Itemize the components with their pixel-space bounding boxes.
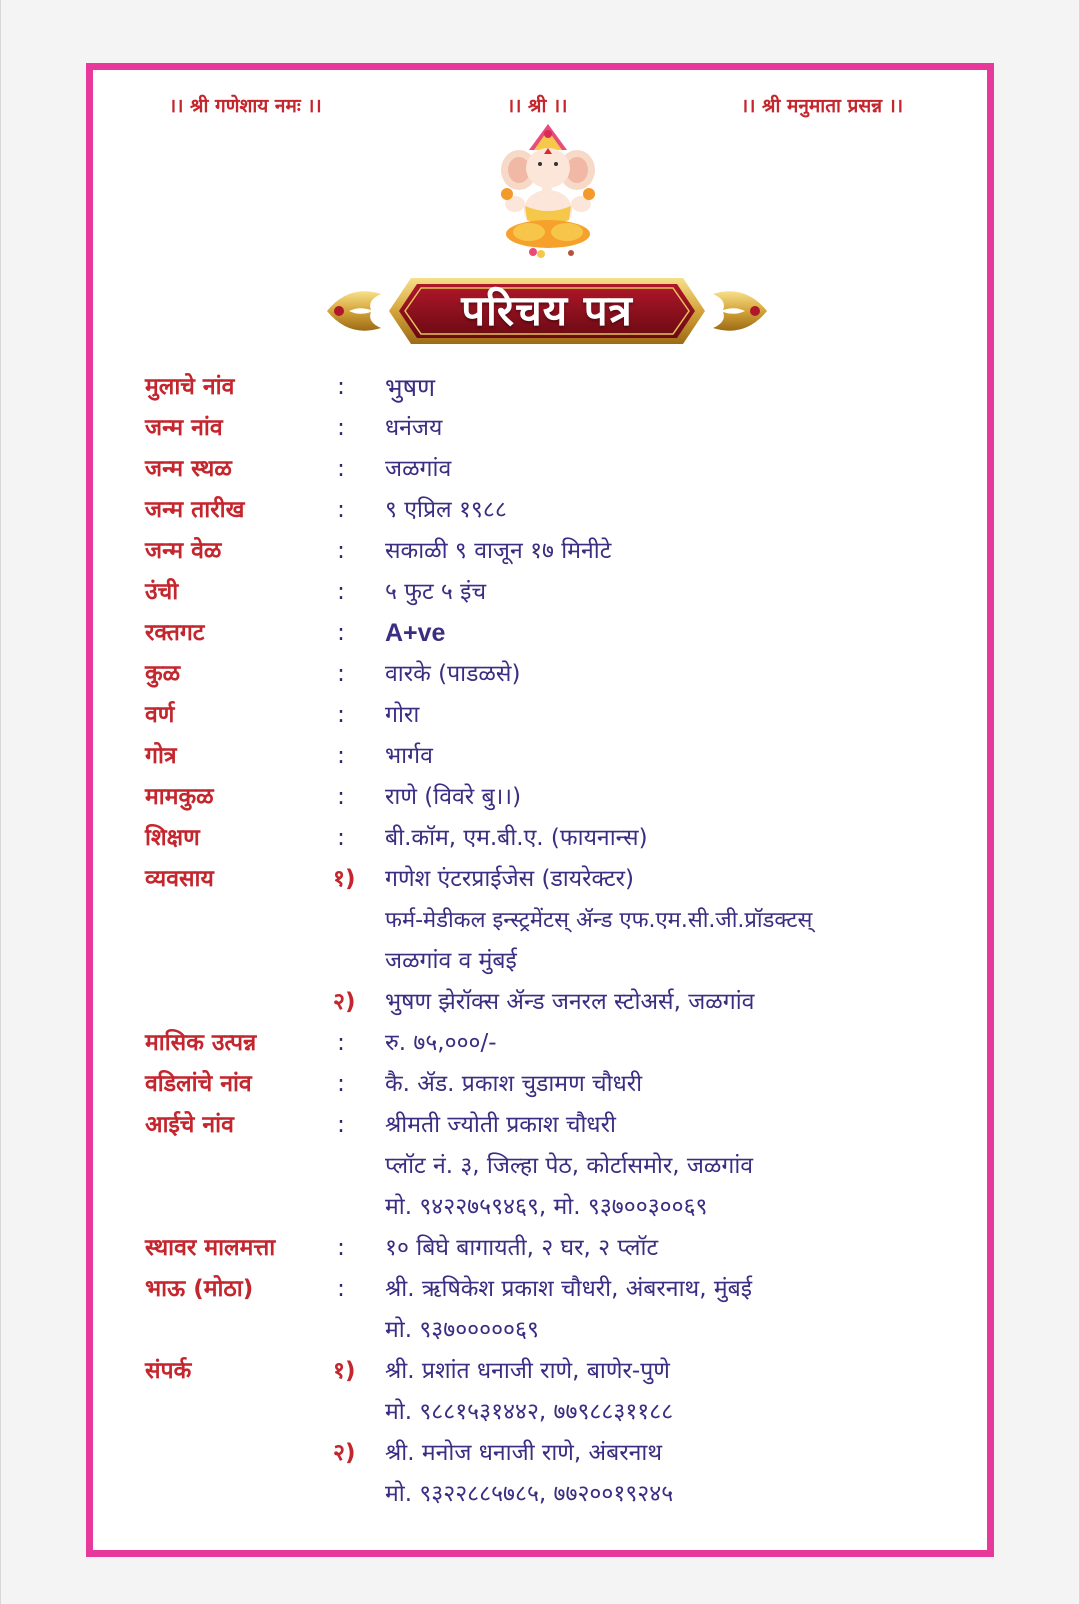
detail-separator: : bbox=[337, 1071, 345, 1097]
detail-value: श्री. प्रशांत धनाजी राणे, बाणेर-पुणे bbox=[385, 1358, 670, 1384]
detail-label: रक्तगट bbox=[145, 620, 205, 646]
detail-label: व्यवसाय bbox=[145, 866, 214, 892]
detail-value: बी.कॉम, एम.बी.ए. (फायनान्स) bbox=[385, 825, 648, 851]
invocation-middle: ।। श्री ।। bbox=[507, 95, 568, 117]
detail-label: उंची bbox=[145, 579, 179, 605]
detail-value: रु. ७५,०००/- bbox=[385, 1030, 497, 1056]
detail-label: जन्म नांव bbox=[145, 415, 223, 441]
detail-label: भाऊ (मोठा) bbox=[145, 1276, 254, 1302]
biodata-details bbox=[93, 367, 987, 1515]
detail-label: कुळ bbox=[145, 661, 181, 687]
detail-row-clan bbox=[93, 654, 987, 695]
detail-label: मासिक उत्पन्न bbox=[145, 1030, 257, 1056]
detail-value: वारके (पाडळसे) bbox=[385, 661, 521, 687]
detail-row-business-1 bbox=[93, 859, 987, 900]
detail-row-birth-place bbox=[93, 449, 987, 490]
detail-separator: : bbox=[337, 579, 345, 605]
detail-value: फर्म-मेडीकल इन्स्ट्रमेंटस् ॲन्ड एफ.एम.सी.जी.प्रॉडक्टस् bbox=[385, 908, 813, 933]
detail-value: भुषण झेरॉक्स ॲन्ड जनरल स्टोअर्स, जळगांव bbox=[385, 989, 755, 1015]
detail-label: आईचे नांव bbox=[145, 1112, 234, 1138]
detail-label: वडिलांचे नांव bbox=[145, 1071, 252, 1097]
detail-value: श्रीमती ज्योती प्रकाश चौधरी bbox=[385, 1112, 616, 1138]
invocation-left: ।। श्री गणेशाय नमः ।। bbox=[169, 95, 322, 117]
biodata-card bbox=[86, 63, 994, 1557]
detail-label: मुलाचे नांव bbox=[145, 374, 235, 400]
detail-row-contact-2 bbox=[93, 1433, 987, 1474]
detail-row-blood-group bbox=[93, 613, 987, 654]
detail-row-father bbox=[93, 1064, 987, 1105]
list-number: १) bbox=[333, 866, 356, 892]
detail-value: गोरा bbox=[385, 702, 420, 728]
detail-row-brother bbox=[93, 1269, 987, 1310]
detail-value: श्री. ऋषिकेश प्रकाश चौधरी, अंबरनाथ, मुंबई bbox=[385, 1276, 753, 1302]
detail-value: मो. ९३२२८८५७८५, ७७२००१९२४५ bbox=[385, 1481, 674, 1507]
detail-row-maternal-clan bbox=[93, 777, 987, 818]
detail-label: वर्ण bbox=[145, 702, 175, 728]
list-number: १) bbox=[333, 1358, 356, 1384]
detail-row-property bbox=[93, 1228, 987, 1269]
detail-row-complexion bbox=[93, 695, 987, 736]
invocation-right: ।। श्री मनुमाता प्रसन्न ।। bbox=[741, 95, 904, 117]
detail-value: मो. ९३७०००००६९ bbox=[385, 1317, 539, 1343]
detail-separator: : bbox=[337, 415, 345, 441]
detail-value: A+ve bbox=[385, 619, 446, 647]
list-number: २) bbox=[333, 1440, 356, 1466]
detail-row-name bbox=[93, 367, 987, 408]
detail-row-height bbox=[93, 572, 987, 613]
detail-separator: : bbox=[337, 620, 345, 646]
detail-value: गणेश एंटरप्राईजेस (डायरेक्टर) bbox=[385, 866, 634, 892]
detail-row-business-2 bbox=[93, 982, 987, 1023]
detail-row-mother-address bbox=[93, 1146, 987, 1187]
detail-value: जळगांव bbox=[385, 456, 452, 482]
detail-separator: : bbox=[337, 784, 345, 810]
detail-row-contact-2-phone bbox=[93, 1474, 987, 1515]
detail-row-mother-phone bbox=[93, 1187, 987, 1228]
detail-value: ५ फुट ५ इंच bbox=[385, 579, 487, 605]
detail-label: जन्म स्थळ bbox=[145, 456, 232, 482]
detail-separator: : bbox=[337, 743, 345, 769]
detail-value: मो. ९८८१५३१४४२, ७७९८८३११८८ bbox=[385, 1399, 674, 1425]
detail-value: ९ एप्रिल १९८८ bbox=[385, 497, 507, 523]
detail-row-gotra bbox=[93, 736, 987, 777]
detail-row-business-1-line2 bbox=[93, 900, 987, 941]
detail-label: शिक्षण bbox=[145, 825, 200, 851]
detail-row-birth-time bbox=[93, 531, 987, 572]
detail-separator: : bbox=[337, 497, 345, 523]
detail-separator: : bbox=[337, 702, 345, 728]
detail-value: कै. ॲड. प्रकाश चुडामण चौधरी bbox=[385, 1071, 643, 1097]
page-title: परिचय पत्र bbox=[461, 286, 633, 335]
detail-value: धनंजय bbox=[385, 415, 443, 441]
title-banner bbox=[319, 270, 775, 352]
detail-label: स्थावर मालमत्ता bbox=[145, 1235, 276, 1261]
detail-value: भुषण bbox=[385, 373, 436, 402]
detail-row-business-1-line3 bbox=[93, 941, 987, 982]
detail-separator: : bbox=[337, 661, 345, 687]
detail-separator: : bbox=[337, 1235, 345, 1261]
detail-value: मो. ९४२२७५९४६९, मो. ९३७००३००६९ bbox=[385, 1194, 708, 1220]
detail-row-birth-date bbox=[93, 490, 987, 531]
invocation-header bbox=[93, 92, 987, 122]
detail-row-birth-name bbox=[93, 408, 987, 449]
detail-row-mother bbox=[93, 1105, 987, 1146]
detail-value: भार्गव bbox=[385, 743, 433, 769]
detail-separator: : bbox=[337, 374, 345, 400]
detail-label: जन्म वेळ bbox=[145, 538, 222, 564]
detail-row-brother-phone bbox=[93, 1310, 987, 1351]
detail-label: जन्म तारीख bbox=[145, 497, 245, 523]
detail-value: सकाळी ९ वाजून १७ मिनीटे bbox=[385, 538, 612, 564]
detail-label: संपर्क bbox=[145, 1358, 192, 1384]
detail-row-education bbox=[93, 818, 987, 859]
detail-separator: : bbox=[337, 825, 345, 851]
detail-separator: : bbox=[337, 1030, 345, 1056]
detail-value: जळगांव व मुंबई bbox=[385, 948, 517, 974]
detail-row-contact-1-phone bbox=[93, 1392, 987, 1433]
detail-separator: : bbox=[337, 538, 345, 564]
detail-label: मामकुळ bbox=[145, 784, 214, 810]
detail-value: राणे (विवरे बु।।) bbox=[385, 784, 522, 810]
detail-separator: : bbox=[337, 456, 345, 482]
list-number: २) bbox=[333, 989, 356, 1015]
detail-separator: : bbox=[337, 1276, 345, 1302]
detail-value: १० बिघे बागायती, २ घर, २ प्लॉट bbox=[385, 1235, 659, 1261]
detail-row-income bbox=[93, 1023, 987, 1064]
ganesha-image bbox=[489, 120, 607, 260]
detail-separator: : bbox=[337, 1112, 345, 1138]
detail-row-contact-1 bbox=[93, 1351, 987, 1392]
detail-label: गोत्र bbox=[145, 743, 177, 769]
detail-value: प्लॉट नं. ३, जिल्हा पेठ, कोर्टासमोर, जळगांव bbox=[385, 1153, 754, 1179]
detail-value: श्री. मनोज धनाजी राणे, अंबरनाथ bbox=[385, 1440, 663, 1466]
